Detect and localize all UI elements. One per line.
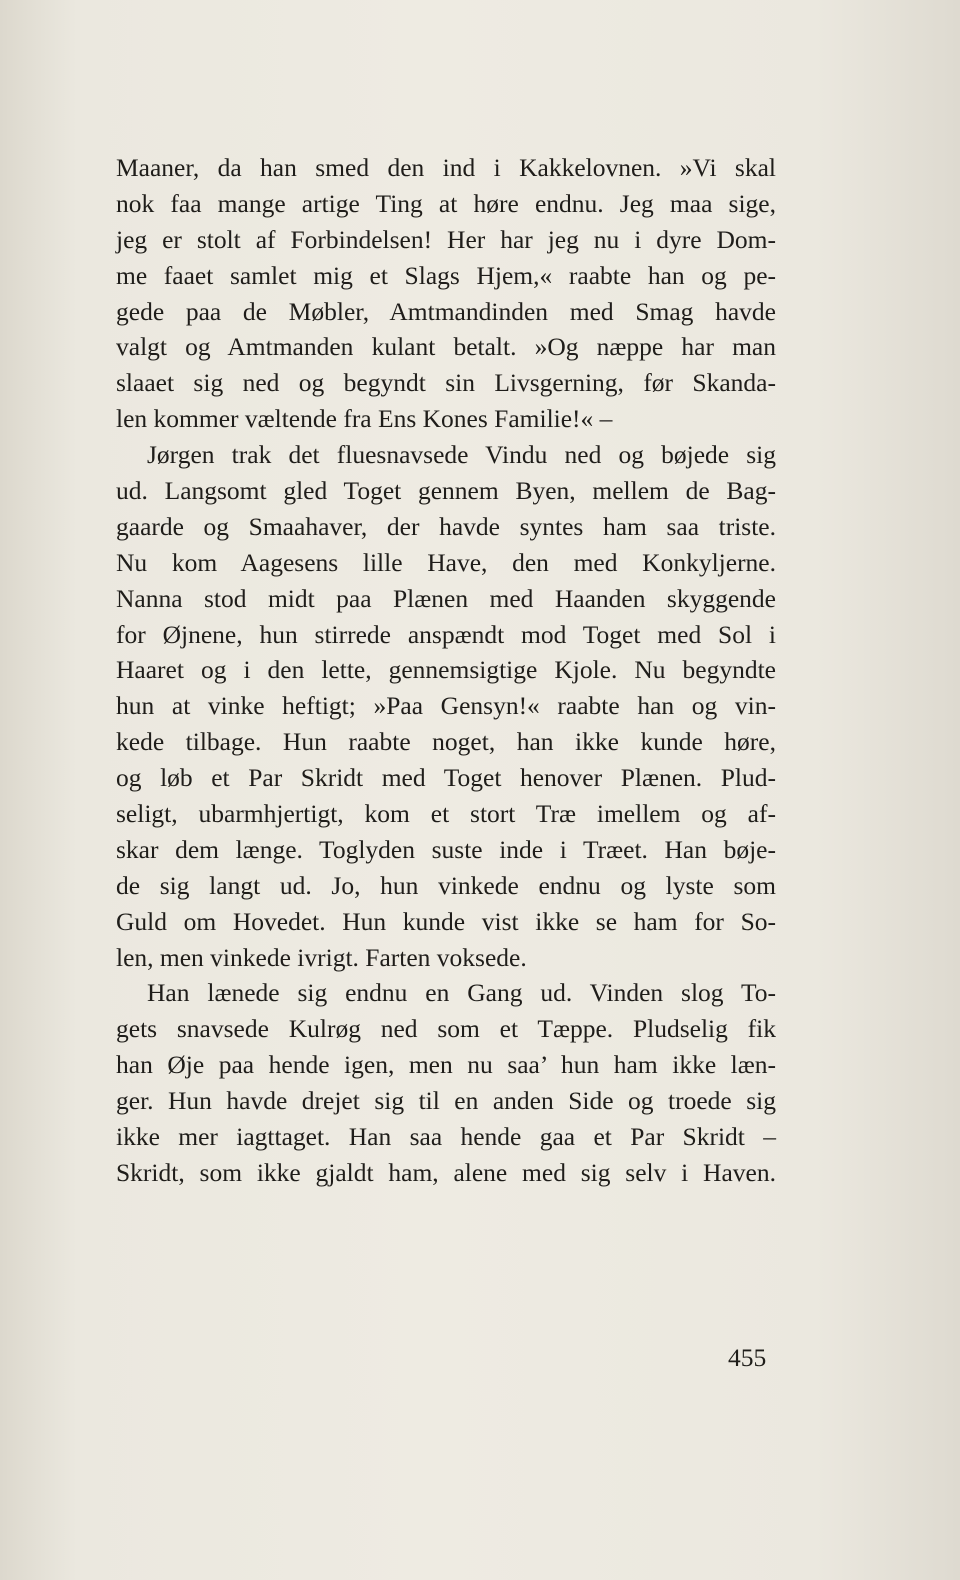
text-line: Maaner, da han smed den ind i Kakkelovnen. »Vi skal xyxy=(116,153,776,182)
paragraph-2 xyxy=(116,437,776,975)
text-line: han Øje paa hende igen, men nu saa’ hun ham ikke læn- xyxy=(116,1050,776,1080)
text-line: ikke mer iagttaget. Han saa hende gaa et Par Skridt – xyxy=(116,1122,776,1152)
text-line: gets snavsede Kulrøg ned som et Tæppe. Pludselig fik xyxy=(116,1014,776,1044)
text-line: Jørgen trak det fluesnavsede Vindu ned og bøjede sig xyxy=(147,440,776,470)
text-line: for Øjnene, hun stirrede anspændt mod Toget med Sol i xyxy=(116,619,776,649)
text-line: seligt, ubarmhjertigt, kom et stort Træ imellem og af- xyxy=(116,799,776,829)
text-line: Haaret og i den lette, gennemsigtige Kjole. Nu begyndte xyxy=(116,655,776,685)
text-line: jeg er stolt af Forbindelsen! Her har jeg nu i dyre Dom- xyxy=(116,224,776,254)
text-line: Guld om Hovedet. Hun kunde vist ikke se ham for So- xyxy=(116,906,776,936)
text-line: Nu kom Aagesens lille Have, den med Konkyljerne. xyxy=(116,547,776,577)
text-line: Nanna stod midt paa Plænen med Haanden skyggende xyxy=(116,583,776,613)
text-line: ud. Langsomt gled Toget gennem Byen, mellem de Bag- xyxy=(116,476,776,506)
text-line: gede paa de Møbler, Amtmandinden med Smag havde xyxy=(116,296,776,326)
text-line: len kommer væltende fra Ens Kones Familie!« – xyxy=(116,404,613,434)
text-line: gaarde og Smaahaver, der havde syntes ham saa triste. xyxy=(116,511,776,541)
text-line: Han lænede sig endnu en Gang ud. Vinden slog To- xyxy=(147,978,776,1008)
text-line: hun at vinke heftigt; »Paa Gensyn!« raabte han og vin- xyxy=(116,691,776,721)
text-line: kede tilbage. Hun raabte noget, han ikke kunde høre, xyxy=(116,727,776,757)
text-line: slaaet sig ned og begyndt sin Livsgerning, før Skanda- xyxy=(116,368,776,398)
paragraph-3 xyxy=(116,975,776,1190)
page-number: 455 xyxy=(728,1343,767,1372)
text-line: len, men vinkede ivrigt. Farten voksede. xyxy=(116,942,527,972)
text-line: Skridt, som ikke gjaldt ham, alene med sig selv i Haven. xyxy=(116,1157,776,1187)
body-text xyxy=(116,150,776,1191)
text-line: me faaet samlet mig et Slags Hjem,« raabte han og pe- xyxy=(116,260,776,290)
text-line: ger. Hun havde drejet sig til en anden Side og troede sig xyxy=(116,1086,776,1116)
paragraph-1 xyxy=(116,150,776,437)
text-line: skar dem længe. Toglyden suste inde i Træet. Han bøje- xyxy=(116,834,776,864)
text-line: de sig langt ud. Jo, hun vinkede endnu og lyste som xyxy=(116,870,776,900)
text-line: nok faa mange artige Ting at høre endnu. Jeg maa sige, xyxy=(116,188,776,218)
text-line: og løb et Par Skridt med Toget henover Plænen. Plud- xyxy=(116,763,776,793)
text-line: valgt og Amtmanden kulant betalt. »Og næppe har man xyxy=(116,332,776,362)
